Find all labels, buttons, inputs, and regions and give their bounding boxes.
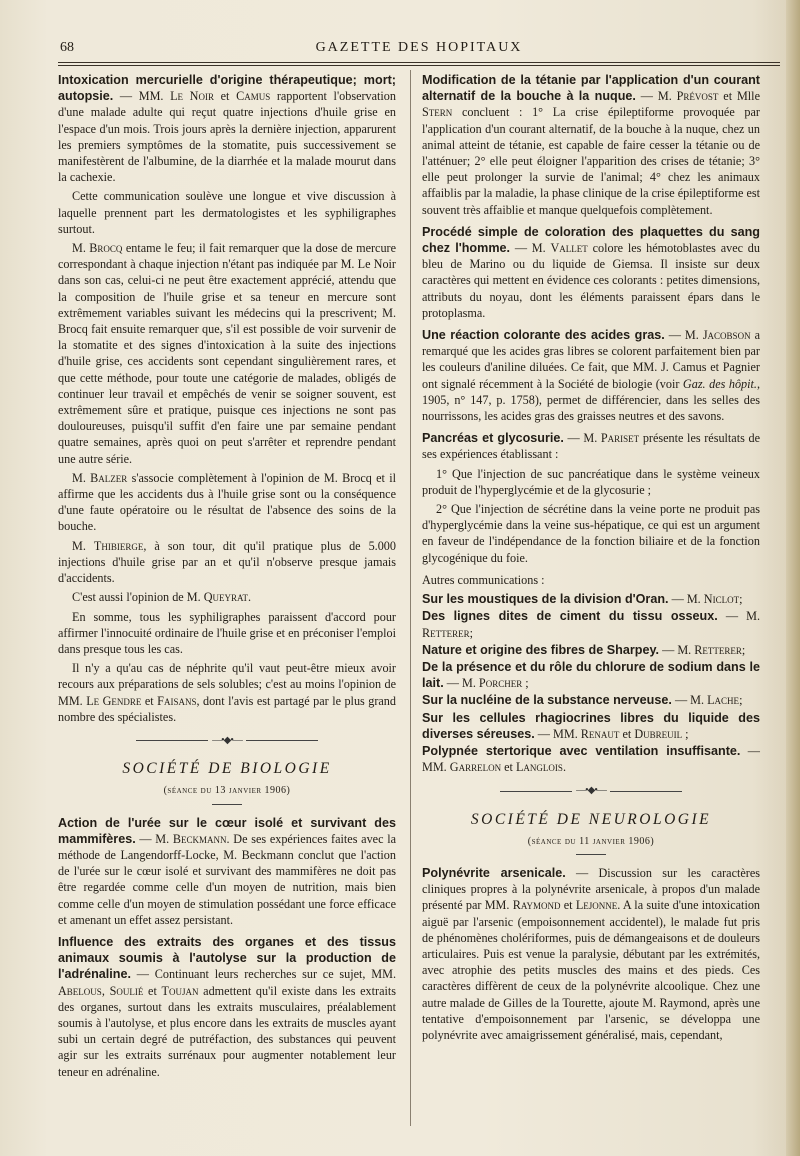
article-uree: Action de l'urée sur le cœur isolé et survivant des mammifères. — M. Beckmann. De ses expériences faites avec la méthode de Langendorff-Locke, M. Beckmann conclut que l'action de l'urée sur le cœur isolé et survivant des mammifères ne doit pas être regardée comme celle d'un moyen de nutrition, mais bien comme celle d'un moyen de stimulation possédant une force efficace et amenant un effet assez persistant. [58,815,396,927]
page-number: 68 [60,40,74,55]
page-edge [786,0,800,1156]
article-tetanie: Modification de la tétanie par l'application d'un courant alternatif de la bouche à la nuque. — M. Prévost et Mlle Stern concluent : 1° La crise épileptiforme provoquée par l'application d'un courant alternatif, de la bouche à la nuque, chez un animal atteint de tétanie, est capable de faire cesser la tétanie ou de l'atténuer; 2° elle peut éloigner l'apparition des crises de tétanie; 3° elle peut prolonger la survie de l'animal; 4° chez les animaux affaiblis par la maladie, la phase clinique de la crise épileptiforme est souvent très affaiblie et manque quelquefois complètement. [422,73,760,217]
other-communications-label: Autres communications : [422,572,545,587]
left-column [58,72,396,1083]
article-title: Intoxication mercurielle d'origine thérapeutique; mort; autopsie. [58,73,396,104]
author-name: Le Noir [170,89,214,104]
paragraph: M. Thibierge, à son tour, dit qu'il pratique plus de 5.000 injections d'huile grise par an et qu'il n'observe presque jamais d'accidents. [58,538,396,586]
list-item: Des lignes dites de ciment du tissu osseux. — M. Retterer; [422,609,760,640]
citation: Gaz. des hôpit. [682,376,757,391]
divider [212,804,242,805]
header-rule-2 [58,65,780,66]
author-name: Abelous [58,983,102,998]
paragraph: Il n'y a qu'au cas de néphrite qu'il vaut peut-être mieux avoir recours aux préparations de sels solubles; c'est au moins l'opinion de MM. Le Gendre et Faisans, dont l'avis est partagé par le plus grand nombre des spécialistes. [58,661,396,724]
author-name: Le Gendre [86,693,142,708]
author-name: Prévost [676,89,719,104]
article-mercury: Intoxication mercurielle d'origine thérapeutique; mort; autopsie. — MM. Le Noir et Camus rapportent l'observation d'une malade adulte qui reçut quatre injections d'huile grise en l'espace d'un mois. Trois jours après la dernière injection, apparurent les premiers symptômes de la stomatite, puis successivement se manifestèrent de l'albumine, de la diarrhée et la malade mourut dans la cachexie. [58,73,396,185]
article-text: rapportent l'observation d'une malade adulte qui reçut quatre injections d'huile grise en l'espace d'un mois. Trois jours après la dernière injection, apparurent les premiers symptômes de la stomatite, puis successivement se manifestèrent de l'albumine, de la diarrhée et la malade mourut dans la cachexie. [58,89,396,185]
article-title: Action de l'urée sur le cœur isolé et survivant des mammifères. [58,815,396,846]
list-item: Sur les moustiques de la division d'Oran. — M. Niclot; [422,592,743,607]
article-title: Polynévrite arsenicale. [422,865,566,880]
list-item: Sur les cellules rhagiocrines libres du liquide des diverses séreuses. — MM. Renaut et Dubreuil ; [422,710,760,741]
list-item: 1° Que l'injection de suc pancréatique dans le système veineux produit de l'hyperglycémie et de la glycosurie ; [422,466,760,497]
author-name: Lejonne [575,898,618,913]
list-item: De la présence et du rôle du chlorure de sodium dans le lait. — M. Porcher ; [422,659,760,691]
article-polynevrite: Polynévrite arsenicale. — Discussion sur les caractères cliniques propres à la polynévrite arsenicale, à propos d'un malade présenté par MM. Raymond et Lejonne. A la suite d'une intoxication aiguë par l'arsenic (empoisonnement accidentel), le malade fut pris de phénomènes cholériformes, puis de démangeaisons et de douleurs articulaires. Puis est venue la paralysie, débutant par les extrémités, avec atrophie des petits muscles des mains et des pieds. Ces caractères diffèrent de ceux de la polynévrite alcoolique. Chez une autre malade de Gilles de la Tourette, ajoute M. Raymond, après une tentative d'empoisonnement par l'arsenic, se développa une polynévrite avec amaigrissement généralisé, mais, cependant, [422,865,761,1042]
author-name: Stern [422,105,453,120]
list-item: 2° Que l'injection de sécrétine dans la veine porte ne produit pas d'hyperglycémie dans la veine sus-hépatique, ce qui est un argument en faveur de l'indépendance de la fonction biliaire et de la fonction glycogénique du foie. [422,502,760,565]
article-title: Une réaction colorante des acides gras. [422,328,665,343]
paragraph: Cette communication soulève une longue et vive discussion à laquelle prennent part les dermatologistes et les syphiligraphes surtout. [58,189,396,236]
paragraph: M. Balzer s'associe complètement à l'opinion de M. Brocq et il affirme que les accidents dus à l'huile grise sont ou la conséquence d'une faute opératoire ou le résultat de l'absence des soins de la bouche. [58,470,396,534]
author-name: Toujan [161,983,199,998]
section-heading: SOCIÉTÉ DE BIOLOGIE [122,760,332,778]
session-date: (séance du 13 janvier 1906) [163,785,291,797]
author-name: Faisans [157,693,197,708]
paragraph: M. Brocq entame le feu; il fait remarquer que la dose de mercure correspondant à chaque injection n'étant pas indiquée par M. Le Noir dans son cas, celui-ci ne peut être exactement apprécié, attendu que la composition de l'huile grise et sa teneur en mercure sont extrêmement variables suivant les médecins qui la prescrivent; M. Brocq fait ensuite remarquer que, s'il est possible de voir survenir de la stomatite et des signes d'intoxication à la suite des injections d'huile grise, ces accidents sont cependant singulièrement rares, et que cette méthode, pour toute une catégorie de malades, obligés de continuer leur travail et empêchés de venir se soigner souvent, est extrêmement sûre et pratique, puisque ces injections ne sont pas douloureuses, puisqu'il suffit d'en faire une par semaine pendant quatre semaines, après quoi on peut s'arrêter et reprendre pendant une autre série. [58,241,397,466]
section-ornament: —•◆•— [58,733,396,749]
author-name: Camus [236,89,271,104]
right-column [422,72,760,1046]
list-item: Polypnée stertorique avec ventilation insuffisante. — MM. Garrelon et Langlois. [422,743,760,775]
article-title: Influence des extraits des organes et des tissus animaux soumis à l'autolyse sur la production de l'adrénaline. [58,934,396,982]
author-name: Balzer [90,470,128,485]
author-name: Soulié [109,983,144,998]
article-plaquettes: Procédé simple de coloration des plaquettes du sang chez l'homme. — M. Vallet colore les hémotoblastes avec du bleu de Marino ou du liquide de Giemsa. Il insiste sur deux caractères qui mettent en évidence ces colorants : petites dimensions, attributs du noyau, dont les éléments paraissent épars dans le protoplasma. [422,224,760,320]
author-name: Pariset [600,431,640,446]
author-name: Thibierge [93,538,144,553]
section-heading: SOCIÉTÉ DE NEUROLOGIE [470,810,712,828]
paragraph: C'est aussi l'opinion de M. Queyrat. [72,590,252,605]
article-pancreas: Pancréas et glycosurie. — M. Pariset présente les résultats de ses expériences établissant : [422,431,760,462]
article-adrenaline: Influence des extraits des organes et des tissus animaux soumis à l'autolyse sur la production de l'adrénaline. — Continuant leurs recherches sur ce sujet, MM. Abelous, Soulié et Toujan admettent qu'il existe dans les extraits des organes, surtout dans les extraits musculaires, préalablement soumis à l'autolyse, et plus encore dans les extraits de muscles ayant subi un certain degré de putréfaction, des substances qui peuvent agir sur les extraits surrénaux pour augmenter notablement leur teneur en adrénaline. [58,934,397,1079]
author-name: Vallet [550,241,588,256]
communications-list [422,591,760,775]
list-item: Nature et origine des fibres de Sharpey. — M. Retterer; [422,642,746,657]
paragraph: En somme, tous les syphiligraphes paraissent d'accord pour affirmer l'innocuité ordinaire de l'huile grise et en préconiser l'emploi dans presque tous les cas. [58,609,396,656]
author-name: Brocq [89,241,123,256]
author-name: Jacobson [702,328,751,343]
page-header [58,38,780,60]
article-title: Procédé simple de coloration des plaquettes du sang chez l'homme. [422,224,760,256]
list-item: Sur la nucléine de la substance nerveuse. — M. Lache; [422,693,743,708]
session-date: (séance du 11 janvier 1906) [527,835,655,847]
author-name: Beckmann [172,831,227,846]
column-divider [410,70,411,1126]
author-name: Raymond [512,898,561,913]
running-title: GAZETTE DES HOPITAUX [315,40,523,55]
article-acides-gras: Une réaction colorante des acides gras. — M. Jacobson a remarqué que les acides gras libres se colorent parfaitement bien par les couleurs d'aniline diluées. Ce fait, que MM. J. Camus et Pagnier ont signalé récemment à la Société de biologie (voir Gaz. des hôpit., 1905, n° 147, p. 1758), permet de différencier, dans les selles des nourrissons, les acides gras des graisses neutres et des savons. [422,328,760,424]
divider [576,854,606,855]
article-title: Pancréas et glycosurie. [422,431,564,446]
header-rule [58,62,780,63]
section-ornament: —•◆•— [422,783,760,799]
article-title: Modification de la tétanie par l'application d'un courant alternatif de la bouche à la nuque. [422,73,760,104]
author-name: Queyrat [203,590,248,605]
